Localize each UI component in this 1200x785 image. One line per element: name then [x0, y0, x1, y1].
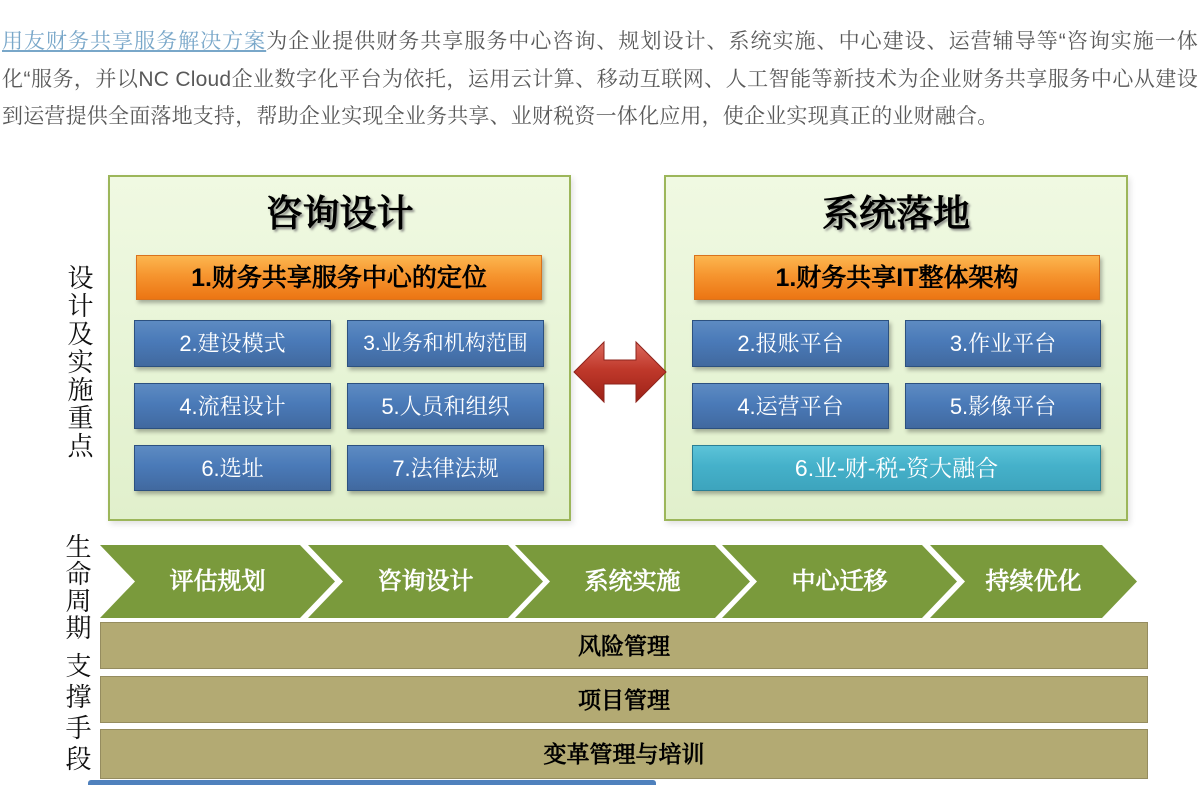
- lifecycle-stage-3: 系统实施: [584, 568, 681, 595]
- lifecycle-stage-5: 持续优化: [985, 568, 1082, 595]
- support-bar-risk: 风险管理: [100, 622, 1148, 669]
- solution-link[interactable]: 用友财务共享服务解决方案: [2, 30, 267, 53]
- consult-item-4: 5.人员和组织: [347, 383, 544, 429]
- lifecycle-stage-4: 中心迁移: [791, 568, 888, 595]
- lifecycle-stage-1: 评估规划: [169, 568, 266, 595]
- consult-item-3: 4.流程设计: [134, 383, 331, 429]
- intro-body: 为企业提供财务共享服务中心咨询、规划设计、系统实施、中心建设、运营辅导等“咨询实施一体化“服务，并以NC Cloud企业数字化平台为依托，运用云计算、移动互联网、人工智能等新技术为企业财务共享服务中心从建设到运营提供全面落地支持，帮助企业实现全业务共享、业财税资一体化应用，使企业实现真正的业财融合。: [2, 30, 1198, 128]
- label-design-focus: 设计及实施重点: [64, 264, 94, 460]
- consult-item-1: 2.建设模式: [134, 320, 331, 367]
- lifecycle-stage-2: 咨询设计: [377, 568, 474, 595]
- support-bar-project: 项目管理: [100, 676, 1148, 723]
- system-item-3: 4.运营平台: [692, 383, 889, 429]
- consult-item-2: 3.业务和机构范围: [347, 320, 544, 367]
- system-item-4: 5.影像平台: [905, 383, 1101, 429]
- consult-primary-box: 1.财务共享服务中心的定位: [136, 255, 542, 300]
- bottom-cutoff-bar: [88, 780, 656, 785]
- label-lifecycle: 生命周期: [62, 533, 92, 641]
- consult-item-6: 7.法律法规: [347, 445, 544, 491]
- system-primary-box: 1.财务共享IT整体架构: [694, 255, 1100, 300]
- intro-paragraph: [2, 23, 1198, 136]
- consult-item-5: 6.选址: [134, 445, 331, 491]
- consult-panel-title: 咨询设计: [265, 193, 414, 234]
- system-merge-box: 6.业-财-税-资大融合: [692, 445, 1101, 491]
- sync-arrow-icon: [572, 334, 668, 410]
- system-item-1: 2.报账平台: [692, 320, 889, 367]
- system-panel-title: 系统落地: [822, 193, 970, 234]
- label-support: 支撑手段: [62, 652, 92, 776]
- system-item-2: 3.作业平台: [905, 320, 1101, 367]
- support-bar-change: 变革管理与培训: [100, 729, 1148, 779]
